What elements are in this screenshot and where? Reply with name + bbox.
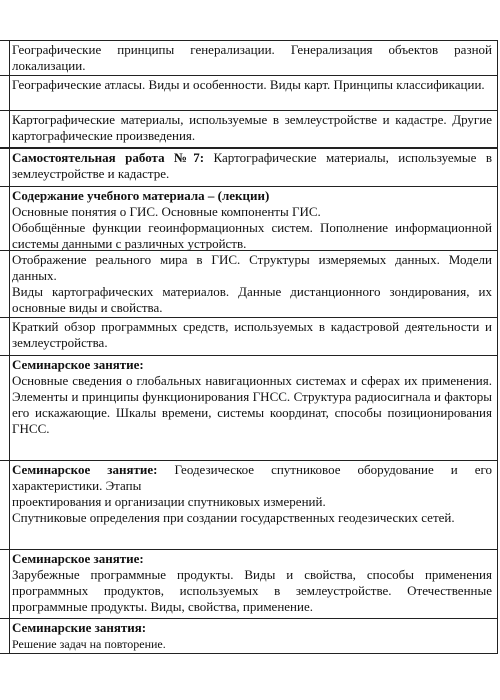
left-column: [0, 149, 10, 186]
table-row: [0, 250, 498, 317]
left-column: [0, 41, 10, 75]
left-column: [0, 356, 10, 460]
table-row: [0, 460, 498, 549]
row-text: Решение задач на повторение.: [12, 637, 166, 651]
table-row: [0, 618, 498, 654]
row-cell: [12, 318, 492, 353]
row-text: Виды картографических материалов. Данные дистанционного зондирования, их основные виды и свойства.: [12, 284, 492, 315]
row-heading: Семинарские занятия:: [12, 620, 147, 635]
left-column: [0, 550, 10, 618]
row-cell: [12, 461, 492, 528]
row-text: Картографические материалы, используемые в землеустройстве и кадастре. Другие картографические произведения.: [12, 112, 492, 143]
row-text: Картографические материалы, используемые в землеустройстве и кадастре.: [12, 150, 492, 181]
row-cell: [12, 619, 492, 654]
table-row: [0, 317, 498, 355]
left-column: [0, 187, 10, 250]
row-heading: Самостоятельная работа №7:: [12, 150, 205, 165]
row-cell: [12, 149, 492, 184]
row-text: проектирования и организации спутниковых измерений.: [12, 494, 326, 509]
row-heading: Семинарское занятие:: [12, 551, 144, 566]
row-heading: Семинарское занятие:: [12, 462, 158, 477]
row-text: Обобщённые функции геоинформационных систем. Пополнение информационной системы данными с различных устройств.: [12, 220, 492, 251]
row-cell: [12, 41, 492, 76]
left-column: [0, 619, 10, 653]
row-cell: [12, 187, 492, 254]
row-text: Краткий обзор программных средств, используемых в кадастровой деятельности и землеустройства.: [12, 319, 492, 350]
row-text: Основные сведения о глобальных навигационных системах и сферах их применения. Элементы и принципы функционирования ГНСС. Структура радиосигнала и факторы его искажающие. Шкалы времени, системы координат, способы позиционирования ГНСС.: [12, 373, 492, 436]
table-row: [0, 186, 498, 250]
table-row: [0, 549, 498, 618]
left-column: [0, 111, 10, 147]
row-text: Спутниковые определения при создании государственных геодезических сетей.: [12, 510, 455, 525]
row-text: Географические принципы генерализации. Генерализация объектов разной локализации.: [12, 42, 492, 73]
left-column: [0, 318, 10, 355]
row-cell: [12, 356, 492, 439]
row-cell: [12, 251, 492, 318]
row-cell: [12, 111, 492, 146]
row-cell: [12, 550, 492, 617]
row-text: Основные понятия о ГИС. Основные компоненты ГИС.: [12, 204, 321, 219]
left-column: [0, 251, 10, 317]
row-text: Зарубежные программные продукты. Виды и свойства, способы применения программных продуктов, используемых в землеустройстве. Отечественные программные продукты. Виды, свойства, применение.: [12, 567, 492, 614]
row-cell: [12, 76, 492, 95]
row-text: Геодезическое спутниковое оборудование и его характеристики. Этапы: [12, 462, 492, 493]
row-text: Географические атласы. Виды и особенности. Виды карт. Принципы классификации.: [12, 77, 485, 92]
table-row: [0, 110, 498, 147]
row-heading: Содержание учебного материала – (лекции): [12, 188, 270, 203]
row-text: Отображение реального мира в ГИС. Структуры измеряемых данных. Модели данных.: [12, 252, 492, 283]
curriculum-table: [0, 40, 498, 654]
left-column: [0, 461, 10, 549]
table-row: [0, 355, 498, 460]
table-row: [0, 75, 498, 110]
row-heading: Семинарское занятие:: [12, 357, 144, 372]
table-row: [0, 147, 498, 186]
table-row: [0, 40, 498, 75]
left-column: [0, 76, 10, 110]
